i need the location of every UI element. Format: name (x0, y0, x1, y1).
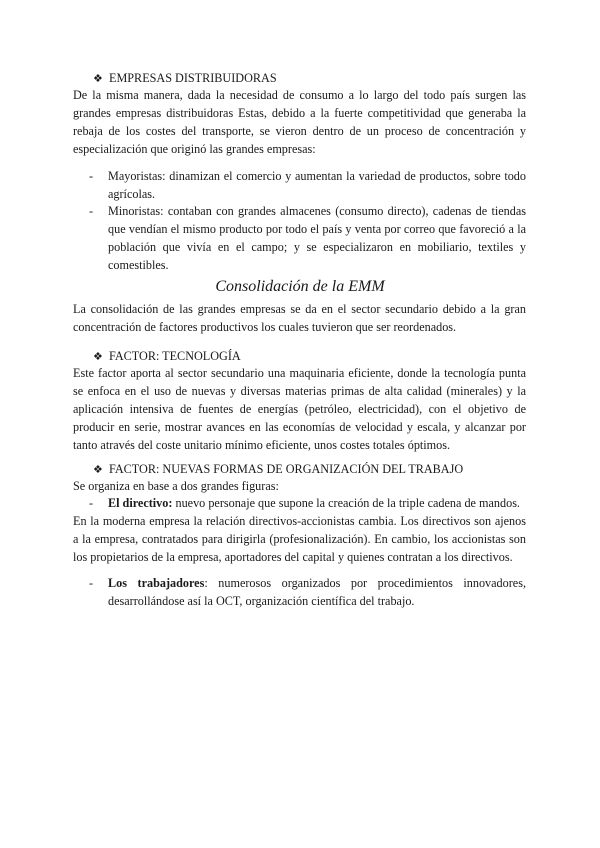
paragraph-distribuidoras: De la misma manera, dada la necesidad de consumo a lo largo del todo país surgen las grandes empresas distribuidoras Estas, debido a la fuerte competitividad que generaba la rebaja de los costes del transporte, se vieron dentro de un proceso de concentración y especialización que originó las grandes empresas: (73, 88, 526, 156)
list-item-text: Mayoristas: dinamizan el comercio y aumentan la variedad de productos, sobre todo agrícolas. (108, 169, 526, 201)
dash-bullet: - (89, 576, 94, 590)
section-title-consolidacion: Consolidación de la EMM (215, 278, 385, 295)
list-item-directivo (89, 494, 526, 512)
dash-bullet: - (89, 496, 94, 510)
list-item-minoristas (89, 202, 526, 274)
heading-text: FACTOR: TECNOLOGÍA (109, 349, 241, 363)
trabajadores-text: : numerosos organizados por procedimientos innovadores, desarrollándose así la OCT, organización científica del trabajo. (108, 576, 526, 608)
paragraph-consolidacion: La consolidación de las grandes empresas se da en el sector secundario debido a la gran concentración de factores productivos los cuales tuvieron que ser reordenados. (73, 302, 526, 334)
list-item-mayoristas (89, 167, 526, 203)
diamond-bullet-icon: ❖ (93, 351, 103, 363)
list-item-text (108, 574, 526, 610)
paragraph-directivos-accionistas: En la moderna empresa la relación directivos-accionistas cambia. Los directivos son ajenos a la empresa, contratados para dirigirla (profesionalización). En cambio, los accionistas son los propietarios de la empresa, aportadores del capital y quienes contratan a los directivos. (73, 514, 526, 564)
list-item-trabajadores (89, 574, 526, 610)
list-item-text: Minoristas: contaban con grandes almacenes (consumo directo), cadenas de tiendas que vendían el mismo producto por todo el país y venta por correo que favoreció a la población que vivía en el campo; y se especializaron en mobiliario, textiles y comestibles. (108, 204, 526, 272)
diamond-bullet-icon: ❖ (93, 464, 103, 476)
intro-organizacion: Se organiza en base a dos grandes figuras: (73, 479, 279, 493)
directivo-label: El directivo: (108, 496, 173, 510)
list-item-text (108, 494, 526, 512)
directivo-text: nuevo personaje que supone la creación de la triple cadena de mandos. (172, 496, 520, 510)
diamond-bullet-icon: ❖ (93, 73, 103, 85)
heading-text: FACTOR: NUEVAS FORMAS DE ORGANIZACIÓN DEL TRABAJO (109, 462, 464, 476)
dash-bullet: - (89, 169, 94, 183)
trabajadores-label: Los trabajadores (108, 576, 205, 590)
paragraph-tecnologia: Este factor aporta al sector secundario una maquinaria eficiente, donde la tecnología punta se enfoca en el uso de nuevas y diversas materias primas de alta calidad (minerales) y la aplicación intensiva de fuentes de energías (petróleo, electricidad), con el objetivo de producir en serie, mostrar avances en las economías de velocidad y escala, y alcanzar por tanto através del coste unitario mínimo eficiente, unos costes totales óptimos. (73, 366, 526, 452)
heading-text: EMPRESAS DISTRIBUIDORAS (109, 71, 277, 85)
dash-bullet: - (89, 204, 94, 218)
